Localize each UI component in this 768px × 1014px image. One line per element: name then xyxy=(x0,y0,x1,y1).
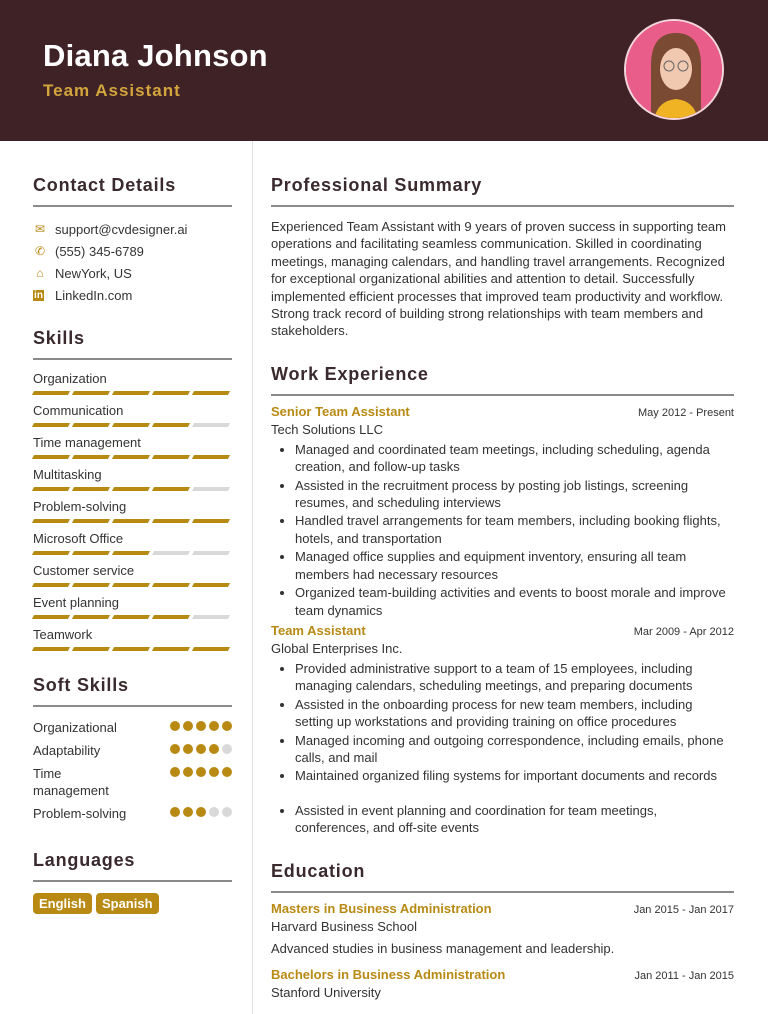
skill-name: Event planning xyxy=(33,595,120,610)
soft-skill-item xyxy=(33,719,232,736)
rating-dot xyxy=(196,744,206,754)
skill-name: Problem-solving xyxy=(33,499,127,514)
skill-name: Multitasking xyxy=(33,467,102,482)
skill-bar-segment xyxy=(32,647,70,651)
company-name: Tech Solutions LLC xyxy=(271,421,384,437)
skill-item xyxy=(33,627,232,659)
job-header xyxy=(271,623,734,638)
skill-item xyxy=(33,467,232,499)
skill-level-bar xyxy=(33,487,232,491)
skills-heading: Skills xyxy=(33,328,232,360)
skill-level-bar xyxy=(33,519,232,523)
skill-level-bar xyxy=(33,455,232,459)
contact-text: (555) 345-6789 xyxy=(55,243,144,259)
soft-skill-item xyxy=(33,805,232,822)
skill-bar-segment xyxy=(72,487,110,491)
skill-bar-segment xyxy=(32,391,70,395)
skill-bar-segment xyxy=(112,391,150,395)
skill-bar-segment xyxy=(192,647,230,651)
skill-level-bar xyxy=(33,583,232,587)
skill-level-bar xyxy=(33,423,232,427)
school-name: Stanford University xyxy=(271,984,381,1000)
job-bullet: • Managed office supplies and equipment inventory, ensuring all team members had necessary resources xyxy=(295,548,734,583)
skill-bar-segment xyxy=(32,519,70,523)
rating-dot xyxy=(170,744,180,754)
contact-text: LinkedIn.com xyxy=(55,287,133,303)
skill-name: Teamwork xyxy=(33,627,93,642)
rating-dot xyxy=(196,767,206,777)
contact-text: support@cvdesigner.ai xyxy=(55,221,188,237)
skill-bar-segment xyxy=(112,519,150,523)
job-title: Team Assistant xyxy=(271,622,366,638)
skill-bar-segment xyxy=(72,391,110,395)
skill-bar-segment xyxy=(152,423,190,427)
job-bullet: • Organized team-building activities and events to boost morale and improve team dynamics xyxy=(295,584,734,619)
skill-bar-segment xyxy=(192,455,230,459)
rating-dot xyxy=(183,767,193,777)
skill-bar-segment xyxy=(112,551,150,555)
rating-dot xyxy=(222,807,232,817)
skill-bar-segment xyxy=(192,583,230,587)
soft-skills-heading: Soft Skills xyxy=(33,675,232,707)
job-bullet: • Assisted in the onboarding process for new team members, including setting up workstations and providing training on office procedures xyxy=(295,696,734,731)
skill-level-bar xyxy=(33,615,232,619)
skill-bar-segment xyxy=(192,391,230,395)
skill-bar-segment xyxy=(112,487,150,491)
soft-skill-rating xyxy=(170,742,232,759)
contact-item xyxy=(33,218,232,240)
experience-heading: Work Experience xyxy=(271,364,734,396)
education-description: Advanced studies in business management and leadership. xyxy=(271,940,615,956)
language-tag: Spanish xyxy=(96,893,159,914)
profile-photo xyxy=(624,19,724,120)
education-dates: Jan 2015 - Jan 2017 xyxy=(633,903,734,916)
skill-bar-segment xyxy=(192,519,230,523)
education-heading: Education xyxy=(271,861,734,893)
skill-bar-segment xyxy=(72,455,110,459)
rating-dot xyxy=(209,721,219,731)
skill-item xyxy=(33,499,232,531)
skill-name: Time management xyxy=(33,435,141,450)
resume-header xyxy=(0,0,768,141)
skill-bar-segment xyxy=(112,423,150,427)
skill-level-bar xyxy=(33,391,232,395)
soft-skill-name: Time management xyxy=(33,766,109,798)
phone-icon: ✆ xyxy=(34,244,46,258)
job-bullet: • Provided administrative support to a team of 15 employees, including managing calendars, scheduling meetings, and preparing documents xyxy=(295,660,734,695)
envelope-icon: ✉ xyxy=(34,222,46,236)
skill-bar-segment xyxy=(152,391,190,395)
rating-dot xyxy=(170,807,180,817)
skill-bar-segment xyxy=(72,647,110,651)
skill-bar-segment xyxy=(32,423,70,427)
skill-bar-segment xyxy=(32,615,70,619)
skill-name: Customer service xyxy=(33,563,135,578)
skill-bar-segment xyxy=(112,615,150,619)
job-bullet: • Maintained organized filing systems for important documents and records xyxy=(295,767,734,784)
skill-name: Communication xyxy=(33,403,124,418)
soft-skill-rating xyxy=(170,765,232,799)
job-title: Senior Team Assistant xyxy=(271,403,410,419)
skill-name: Organization xyxy=(33,371,107,386)
contact-text: NewYork, US xyxy=(55,265,132,281)
job-bullet: • Assisted in the recruitment process by posting job listings, screening resumes, and scheduling interviews xyxy=(295,477,734,512)
language-tag: English xyxy=(33,893,92,914)
main-content xyxy=(271,141,734,1004)
job-dates: May 2012 - Present xyxy=(638,406,734,419)
soft-skill-rating xyxy=(170,805,232,822)
soft-skill-name: Adaptability xyxy=(33,743,101,758)
contact-heading: Contact Details xyxy=(33,175,232,207)
contact-item xyxy=(33,240,232,262)
rating-dot xyxy=(209,807,219,817)
skill-item xyxy=(33,371,232,403)
skill-item xyxy=(33,435,232,467)
skill-bar-segment xyxy=(72,423,110,427)
skill-level-bar xyxy=(33,551,232,555)
rating-dot xyxy=(196,807,206,817)
education-dates: Jan 2011 - Jan 2015 xyxy=(634,969,734,982)
soft-skill-item xyxy=(33,765,232,799)
job-header xyxy=(271,404,734,419)
skill-item xyxy=(33,403,232,435)
job-bullet: • Assisted in event planning and coordination for team meetings, conferences, and off-site events xyxy=(295,802,734,837)
skill-bar-segment xyxy=(72,583,110,587)
skill-bar-segment xyxy=(32,583,70,587)
languages-heading: Languages xyxy=(33,850,232,882)
sidebar xyxy=(33,141,232,914)
contact-item xyxy=(33,284,232,306)
rating-dot xyxy=(222,767,232,777)
summary-text: Experienced Team Assistant with 9 years of proven success in supporting team operations and facilitating seamless communication. Skilled in coordinating meetings, managing calendars, and handling travel arrangements. Recognized for exceptional organizational abilities and attention to detail. Successfully implemented efficient processes that improved team productivity and workflow. Strong track record of building strong relationships with team members and stakeholders. xyxy=(271,219,726,339)
skill-name: Microsoft Office xyxy=(33,531,124,546)
rating-dot xyxy=(222,744,232,754)
degree-name: Masters in Business Administration xyxy=(271,900,492,916)
skill-bar-segment xyxy=(192,615,230,619)
rating-dot xyxy=(183,721,193,731)
skill-item xyxy=(33,595,232,627)
soft-skill-rating xyxy=(170,719,232,736)
degree-name: Bachelors in Business Administration xyxy=(271,966,506,982)
skill-bar-segment xyxy=(152,519,190,523)
rating-dot xyxy=(196,721,206,731)
skill-bar-segment xyxy=(152,583,190,587)
job-bullets xyxy=(271,441,734,619)
rating-dot xyxy=(170,767,180,777)
contact-item xyxy=(33,262,232,284)
soft-skill-item xyxy=(33,742,232,759)
rating-dot xyxy=(222,721,232,731)
summary-heading: Professional Summary xyxy=(271,175,734,207)
skill-bar-segment xyxy=(32,551,70,555)
skill-bar-segment xyxy=(112,455,150,459)
job-dates: Mar 2009 - Apr 2012 xyxy=(633,625,734,638)
skill-bar-segment xyxy=(72,615,110,619)
school-name: Harvard Business School xyxy=(271,918,417,934)
soft-skill-name: Organizational xyxy=(33,720,117,735)
skill-bar-segment xyxy=(152,551,190,555)
skill-bar-segment xyxy=(152,615,190,619)
candidate-name: Diana Johnson xyxy=(43,38,268,73)
job-bullet: • Handled travel arrangements for team members, including booking flights, hotels, and transportation xyxy=(295,512,734,547)
job-bullet: • Managed and coordinated team meetings, including scheduling, agenda creation, and follow-up tasks xyxy=(295,441,734,476)
rating-dot xyxy=(170,721,180,731)
skill-bar-segment xyxy=(112,583,150,587)
skill-bar-segment xyxy=(192,551,230,555)
skill-bar-segment xyxy=(192,423,230,427)
home-icon: ⌂ xyxy=(36,266,44,280)
skill-bar-segment xyxy=(152,455,190,459)
rating-dot xyxy=(183,744,193,754)
rating-dot xyxy=(209,744,219,754)
skill-item xyxy=(33,563,232,595)
job-bullet: • Managed incoming and outgoing correspondence, including emails, phone calls, and mail xyxy=(295,732,734,767)
education-header xyxy=(271,967,734,982)
candidate-title: Team Assistant xyxy=(43,81,181,100)
skill-bar-segment xyxy=(152,647,190,651)
skill-bar-segment xyxy=(72,519,110,523)
skill-bar-segment xyxy=(112,647,150,651)
rating-dot xyxy=(209,767,219,777)
linkedin-icon: in xyxy=(34,289,43,301)
rating-dot xyxy=(183,807,193,817)
company-name: Global Enterprises Inc. xyxy=(271,640,403,656)
skill-item xyxy=(33,531,232,563)
skill-bar-segment xyxy=(72,551,110,555)
skill-bar-segment xyxy=(192,487,230,491)
skill-bar-segment xyxy=(152,487,190,491)
education-header xyxy=(271,901,734,916)
job-bullets xyxy=(271,660,734,837)
column-divider xyxy=(252,141,253,1014)
skill-level-bar xyxy=(33,647,232,651)
skill-bar-segment xyxy=(32,455,70,459)
skill-bar-segment xyxy=(32,487,70,491)
soft-skill-name: Problem-solving xyxy=(33,806,127,821)
